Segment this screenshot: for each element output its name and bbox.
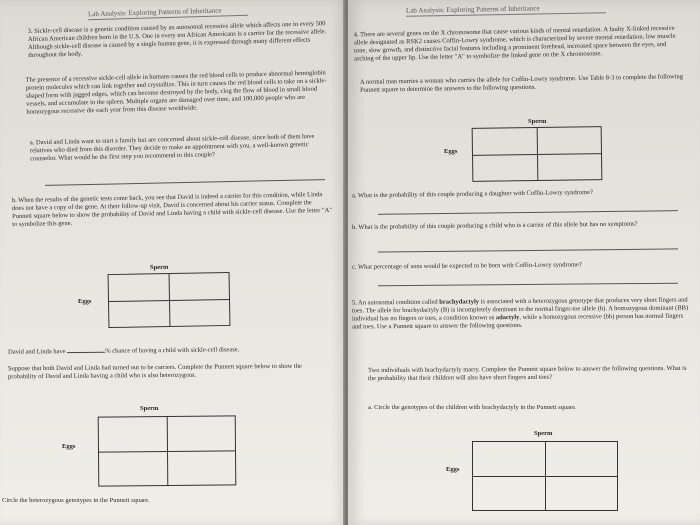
punnett-square-3[interactable]: [472, 126, 603, 182]
sperm-label-4: Sperm: [534, 430, 553, 437]
eggs-label-4: Eggs: [446, 466, 460, 473]
q4c-question: c. What percentage of sons would be expected to be born with Coffin-Lowry syndrome?: [351, 261, 582, 271]
chance-suffix: % chance of having a child with sickle-cell disease.: [105, 346, 240, 355]
left-page-header: Lab Analysis: Exploring Patterns of Inheritance: [88, 6, 248, 18]
punnett-square-4[interactable]: [472, 441, 618, 511]
q4-intro: 4. There are several genes on the X chromosome that cause various kinds of mental retardation. A faulty X-linked recessive allele designated as RSK2 causes Coffin-Lowry syndrome, which is characterized by severe mental retardation, low muscle tone, slow growth, and distinctive facial features including a prominent forehead, increased space between the eyes, and arching of the upper lip. Use the letter "A" to symbolize the linked gene on the X chromosome.: [353, 24, 676, 63]
right-page-header: Lab Analysis: Exploring Patterns of Inheritance: [406, 3, 606, 14]
chance-prefix: David and Linda have: [7, 348, 66, 356]
eggs-label-2: Eggs: [62, 443, 76, 450]
term-adactyly: adactyly: [495, 314, 520, 322]
q4c-answer-line[interactable]: [378, 283, 678, 287]
q3-intro: 3. Sickle-cell disease is a genetic condition caused by an autosomal recessive allele which affects one in every 500 African American children born in the U.S. One in every ten African Americans is a carrier for the recessive allele. Although sickle-cell disease is caused by a single human gene, it is expressed through many different effects throughout the body.: [27, 20, 327, 59]
suppose-paragraph: Suppose that both David and Linda had turned out to be carriers. Complete the Punnett square below to show the probability of David and Linda having a child who is also heterozygous.: [7, 362, 302, 381]
punnett-square-1[interactable]: [108, 272, 231, 328]
q3b-question: b. When the results of the genetic tests come back, you see that David is indeed a carrier for this condition, while Linda does not have a copy of the gene. At their follow-up visit, David is concerned about his carrier status. Complete the Punnett square below to show the probability of David and Linda having a child with sickle-cell disease. Use the letter "A" to symbolize this gene.: [11, 191, 333, 229]
left-page: [0, 0, 345, 525]
circle-hetero-instruction: Circle the heterozygous genotypes in the Punnett square.: [2, 497, 150, 504]
eggs-label-1: Eggs: [78, 298, 92, 305]
q4b-answer-line[interactable]: [378, 248, 678, 252]
q4b-question: b. What is the probability of this couple producing a child who is a carrier of this allele but has no symptoms?: [351, 220, 638, 232]
q4a-answer-line[interactable]: [378, 210, 678, 215]
chance-blank[interactable]: [67, 352, 105, 353]
sperm-label-3: Sperm: [528, 118, 547, 125]
q5-intro: 5. An autosomal condition called brachydactyly is associated with a heterozygous genotype that produces very short fingers and toes. The allele for brachydactyly (B) is incompletely dominant to the normal finger-toe allele (b). A homozygous dominant (BB) individual has no fingers or toes, a condition known as adactyly, while a homozygous recessive (bb) person has normal fingers and toes. Use a Punnett square to answer the following questions.: [351, 296, 689, 331]
sperm-label-1: Sperm: [149, 263, 169, 272]
chance-sentence: [8, 345, 338, 356]
term-brachydactyly: brachydactyly: [439, 298, 480, 306]
eggs-label-3: Eggs: [444, 148, 458, 155]
sperm-label-2: Sperm: [140, 405, 159, 412]
punnett-square-2[interactable]: [98, 415, 237, 486]
q3a-question: a. David and Linda want to start a family but are concerned about sickle-cell disease, since both of them have relatives who died from this disorder. They decide to make an appointment with you, a well-known genetic counselor. What would be the first step you recommend to this couple?: [29, 132, 315, 163]
q4a-question: a. What is the probability of this couple producing a daughter with Coffin-Lowry syndrome?: [351, 188, 593, 200]
q4-body: A normal man marries a woman who carries the allele for Coffin-Lowry syndrome. Use Table 8-3 to complete the following Punnett square to determine the answers to the following questions.: [359, 73, 684, 94]
q3a-answer-line[interactable]: [45, 179, 325, 186]
right-page: [348, 0, 700, 525]
q5-body: Two individuals with brachydactyly marry. Complete the Punnett square below to answer the following questions. What is the probability that their children will also have short fingers and toes?: [367, 364, 687, 383]
q5a-question: a. Circle the genotypes of the children with brachydactyly in the Punnett square.: [368, 404, 577, 411]
q3-body: The presence of a recessive sickle-cell allele in humans causes the red blood cells to produce abnormal hemoglobin protein molecules which can link together and crystallize. This in turn causes the red blood cells to take on a sickle-shaped form with jagged edges, which can become destroyed by the body, clog the flow of blood in small blood vessels, and accumulate in the spleen. Multiple organs are damaged over time, and 100,000 people who are homozygous recessive die each year from this disease worldwide.: [25, 69, 327, 116]
